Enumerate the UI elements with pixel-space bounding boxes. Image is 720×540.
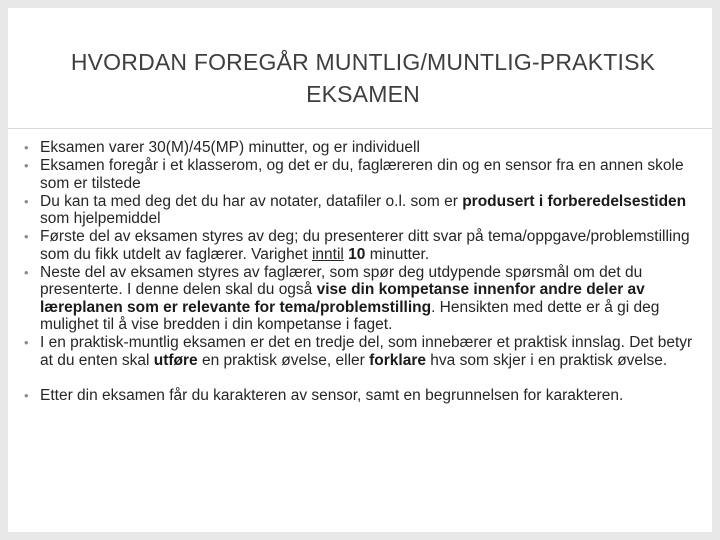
bullet-icon: • <box>24 387 29 403</box>
bullet-text: . Hensikten med dette er å gi deg mulighet til å vise bredden i din kompetanse i faget. <box>40 298 660 333</box>
bullet-item-second-part <box>24 264 696 333</box>
bullet-emphasis: forklare <box>369 351 426 369</box>
bullet-emphasis: utføre <box>153 351 198 369</box>
bullet-text: Eksamen varer 30(M)/45(MP) minutter, og er individuell <box>40 139 420 156</box>
bullet-text: Neste del av eksamen styres av faglærer, som spør deg utdypende spørsmål om det du presenterte. I denne delen skal du også <box>40 264 643 299</box>
bullet-text: Første del av eksamen styres av deg; du presenterer ditt svar på tema/oppgave/problemstilling som du fikk utdelt av faglærer. Varighet <box>40 228 690 263</box>
bullet-item-duration <box>24 139 696 156</box>
bullet-text: som hjelpemiddel <box>40 210 161 228</box>
bullet-icon: • <box>24 229 29 245</box>
bullet-text: minutter. <box>365 245 430 263</box>
bullet-icon: • <box>24 335 29 351</box>
bullet-text: Du kan ta med deg det du har av notater, datafiler o.l. som er <box>40 192 463 210</box>
bullet-emphasis: vise din kompetanse innenfor andre deler av læreplanen som er relevante for tema/problemstilling <box>40 281 645 316</box>
slide <box>8 8 712 532</box>
bullet-item-aids <box>24 193 696 228</box>
bullet-underline: inntil <box>311 245 344 263</box>
title-divider <box>8 128 712 129</box>
bullet-emphasis: produsert i forberedelsestiden <box>462 192 687 210</box>
bullet-icon: • <box>24 140 29 155</box>
bullet-item-location <box>24 157 696 192</box>
bullet-icon: • <box>24 265 29 281</box>
bullet-text: en praktisk øvelse, eller <box>197 351 370 369</box>
bullet-list <box>24 139 696 405</box>
bullet-item-third-part <box>24 334 696 369</box>
slide-title: HVORDAN FOREGÅR MUNTLIG/MUNTLIG-PRAKTISK EKSAMEN <box>70 49 656 107</box>
bullet-icon: • <box>24 158 29 174</box>
bullet-text: I en praktisk-muntlig eksamen er det en tredje del, som innebærer et praktisk innslag. Det betyr at du enten skal <box>40 334 693 369</box>
bullet-text: Eksamen foregår i et klasserom, og det er du, faglæreren din og en sensor fra en annen skole som er tilstede <box>40 157 684 192</box>
bullet-text: hva som skjer i en praktisk øvelse. <box>425 351 668 369</box>
bullet-icon: • <box>24 193 29 209</box>
bullet-item-first-part <box>24 228 696 263</box>
bullet-emphasis: 10 <box>348 245 366 263</box>
bullet-text: Etter din eksamen får du karakteren av sensor, samt en begrunnelsen for karakteren. <box>40 386 624 404</box>
bullet-item-grade <box>24 387 696 404</box>
